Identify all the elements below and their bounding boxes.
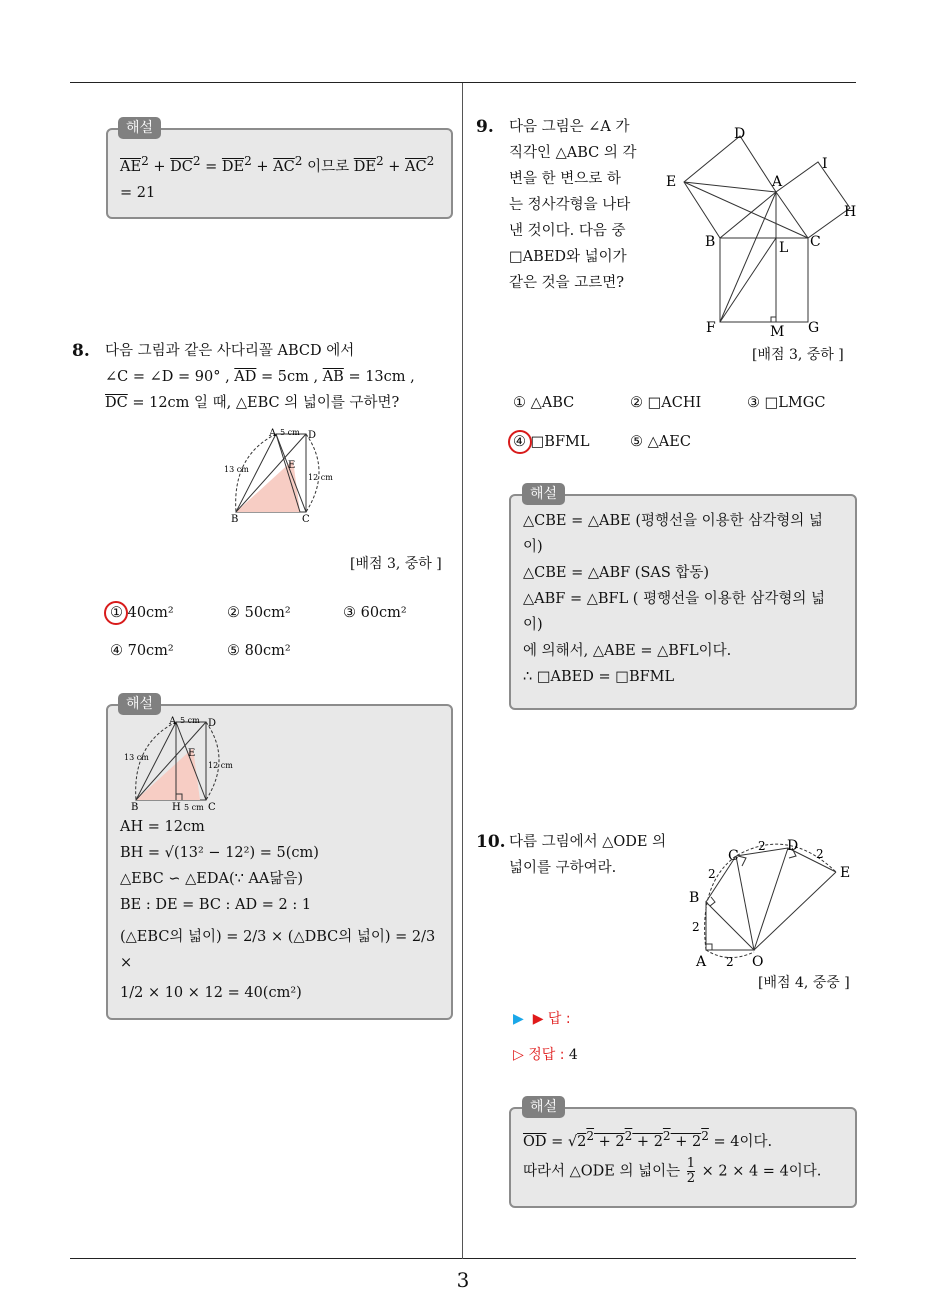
q9-option-1[interactable]: ① △ABC <box>513 395 575 411</box>
q10-solution-line2-tail: × 2 × 4 = 4이다. <box>701 1163 822 1180</box>
q9-option-2[interactable]: ② □ACHI <box>630 395 702 411</box>
segment-ae: $\overline{AE}$ <box>120 158 142 175</box>
q9-label-a: A <box>772 174 783 190</box>
q7-connector-text: 이므로 <box>307 158 350 175</box>
q9-number: 9. <box>476 117 494 137</box>
q8-meta: [배점 3, 중하 ] <box>350 556 442 572</box>
q8-solution-line6: 1/2 × 10 × 12 = 40(cm²) <box>120 985 302 1001</box>
q10-label-d: D <box>787 838 799 854</box>
q8-solution-line3: △EBC ∽ △EDA(∵ AA닮음) <box>120 871 304 887</box>
q7-solution-line1: $\overline{AE}^2 + \overline{DC}^2 = \overline{DE}^2 + \overline{AC}^2$ 이므로 $\overline{DE}^2 + \overline{AC}^2$ <box>120 154 435 175</box>
q10-correct-line <box>513 1044 578 1064</box>
q8-option-1[interactable]: ① 40cm² <box>110 605 174 621</box>
q9-answer-mark-circle <box>508 430 532 454</box>
q10-label-o: O <box>752 954 764 969</box>
q10-line1: 다름 그림에서 △ODE 의 <box>509 834 667 850</box>
q10-solution-box <box>509 1107 857 1208</box>
q7-solution-box <box>106 128 453 219</box>
q8s-label-ad: 5 cm <box>180 716 200 725</box>
column-divider <box>462 83 463 1259</box>
q8-solution-box <box>106 704 453 1020</box>
q9-line1: 다음 그림은 ∠A 가 <box>509 119 630 135</box>
q8s-label-c: C <box>208 802 216 813</box>
q8s-label-e: E <box>188 748 196 759</box>
q10-len-cd: 2 <box>758 839 766 853</box>
q8-label-ab: 13 cm <box>224 465 249 474</box>
q8-solution-line1: AH = 12cm <box>120 819 205 835</box>
q10-label-c: C <box>728 848 739 864</box>
q10-label-a: A <box>696 954 707 969</box>
q9-line3: 변을 한 변으로 하 <box>509 171 621 187</box>
segment-dc: $\overline{DC}$ <box>170 158 193 175</box>
q9-label-g: G <box>808 320 820 336</box>
q8-label-dc: 12 cm <box>308 473 333 482</box>
page-number: 3 <box>456 1268 470 1292</box>
q9-option-4[interactable]: ④ □BFML <box>513 434 590 450</box>
q9-label-d: D <box>734 126 746 142</box>
q8-label-b: B <box>231 514 239 525</box>
q10-correct-value: 4 <box>568 1047 578 1063</box>
q9-solution-line2: 이) <box>523 539 543 555</box>
top-rule <box>70 82 856 83</box>
q8-number: 8. <box>72 341 90 361</box>
q9-solution-line7: ∴ □ABED = □BFML <box>523 669 675 685</box>
q9-solution-line5: 이) <box>523 617 543 633</box>
q8-solution-line5: (△EBC의 넓이) = 2/3 × (△DBC의 넓이) = 2/3 × <box>120 929 436 971</box>
q9-label-l: L <box>779 240 789 256</box>
q8s-label-b: B <box>131 802 139 813</box>
q10-solution-line1-tail: = 4이다. <box>713 1133 773 1150</box>
q9-solution-box <box>509 494 857 710</box>
q8-label-ad: 5 cm <box>280 428 300 437</box>
q9-solution-line1: △CBE = △ABE (평행선을 이용한 삼각형의 넓 <box>523 513 823 529</box>
q10-half-fraction: $\frac{1}{2}$ <box>686 1155 696 1186</box>
q9-line5: 낸 것이다. 다음 중 <box>509 223 626 239</box>
q10-meta: [배점 4, 중중 ] <box>758 975 850 991</box>
q8s-label-ab: 13 cm <box>124 753 149 762</box>
q9-meta: [배점 3, 중하 ] <box>752 347 844 363</box>
q9-pythagoras-figure <box>660 122 860 342</box>
segment-ac: $\overline{AC}$ <box>273 158 295 175</box>
q10-solution-tag: 해설 <box>522 1096 565 1118</box>
q9-solution-line3: △CBE = △ABF (SAS 합동) <box>523 565 710 581</box>
q9-solution-line4: △ABF = △BFL ( 평행선을 이용한 삼각형의 넓 <box>523 591 825 607</box>
q8-option-5[interactable]: ⑤ 80cm² <box>227 643 291 659</box>
q8-solution-tag: 해설 <box>118 693 161 715</box>
q10-solution-line2-head: 따라서 △ODE 의 넓이는 <box>523 1163 681 1180</box>
q9-label-b: B <box>705 234 716 250</box>
q7-solution-line2: = 21 <box>120 184 156 201</box>
q9-option-3[interactable]: ③ □LMGC <box>747 395 826 411</box>
q10-correct-label: ▷ 정답 : <box>513 1047 565 1063</box>
q8-label-e: E <box>288 460 296 471</box>
q8-label-d: D <box>308 430 317 441</box>
q9-label-h: H <box>844 204 857 220</box>
q9-label-e: E <box>666 174 677 190</box>
q10-len-ao: 2 <box>726 955 734 969</box>
q8s-label-dc: 12 cm <box>208 761 233 770</box>
bottom-rule <box>70 1258 856 1259</box>
q10-spiral-figure <box>688 834 858 969</box>
segment-de: $\overline{DE}$ <box>221 158 245 175</box>
q9-label-m: M <box>770 324 785 340</box>
q9-line7: 같은 것을 고르면? <box>509 275 625 291</box>
q9-solution-line6: 에 의해서, △ABE = △BFL이다. <box>523 643 732 659</box>
q9-solution-tag: 해설 <box>522 483 565 505</box>
q8-label-a: A <box>269 428 277 439</box>
q9-label-i: I <box>822 156 828 172</box>
q8-line2: ∠C = ∠D = 90° , $\overline{AD} = 5cm$ , $\overline{AB} = 13cm$ , <box>105 369 415 385</box>
q10-len-bc: 2 <box>708 867 716 881</box>
q10-solution-line2 <box>523 1157 843 1186</box>
q8-line3: $\overline{DC} = 12cm$ 일 때, △EBC 의 넓이를 구하면? <box>105 395 400 411</box>
q8-solution-line4: BE : DE = BC : AD = 2 : 1 <box>120 897 312 913</box>
q8-trapezoid-figure <box>222 426 342 526</box>
q10-number: 10. <box>476 832 506 852</box>
q8-solution-line2: BH = √(13² − 12²) = 5(cm) <box>120 845 319 861</box>
q10-len-de: 2 <box>816 847 824 861</box>
q9-line2: 직각인 △ABC 의 각 <box>509 145 637 161</box>
q8-answer-mark-circle <box>104 601 128 625</box>
q7-solution-tag: 해설 <box>118 117 161 139</box>
q10-len-ab: 2 <box>692 920 700 934</box>
q9-line4: 는 정사각형을 나타 <box>509 197 631 213</box>
q8-option-3[interactable]: ③ 60cm² <box>343 605 407 621</box>
q10-answer-line: ▶ ▶ 답 : <box>513 1011 571 1027</box>
q8-solution-figure <box>122 714 242 814</box>
q9-option-5[interactable]: ⑤ △AEC <box>630 434 691 450</box>
q9-label-f: F <box>706 320 716 336</box>
q9-line6: □ABED와 넓이가 <box>509 249 627 265</box>
q10-answer-label: ▶ 답 : <box>532 1011 571 1027</box>
q8-option-2[interactable]: ② 50cm² <box>227 605 291 621</box>
q10-label-e: E <box>840 865 851 881</box>
q8-line1: 다음 그림과 같은 사다리꼴 ABCD 에서 <box>105 343 355 359</box>
q10-label-b: B <box>689 890 700 906</box>
q8s-label-hc: 5 cm <box>184 803 204 812</box>
q10-line2: 넓이를 구하여라. <box>509 860 617 876</box>
q9-label-c: C <box>810 234 821 250</box>
q10-solution-line1: $\overline{OD} = √2^2 + 2^2 + 2^2 + 2^2 = 4$이다. <box>523 1129 773 1150</box>
q8-option-4[interactable]: ④ 70cm² <box>110 643 174 659</box>
q8s-label-d: D <box>208 718 217 729</box>
q8s-label-a: A <box>169 716 177 727</box>
q8s-label-h: H <box>172 802 181 813</box>
q8-label-c: C <box>302 514 310 525</box>
